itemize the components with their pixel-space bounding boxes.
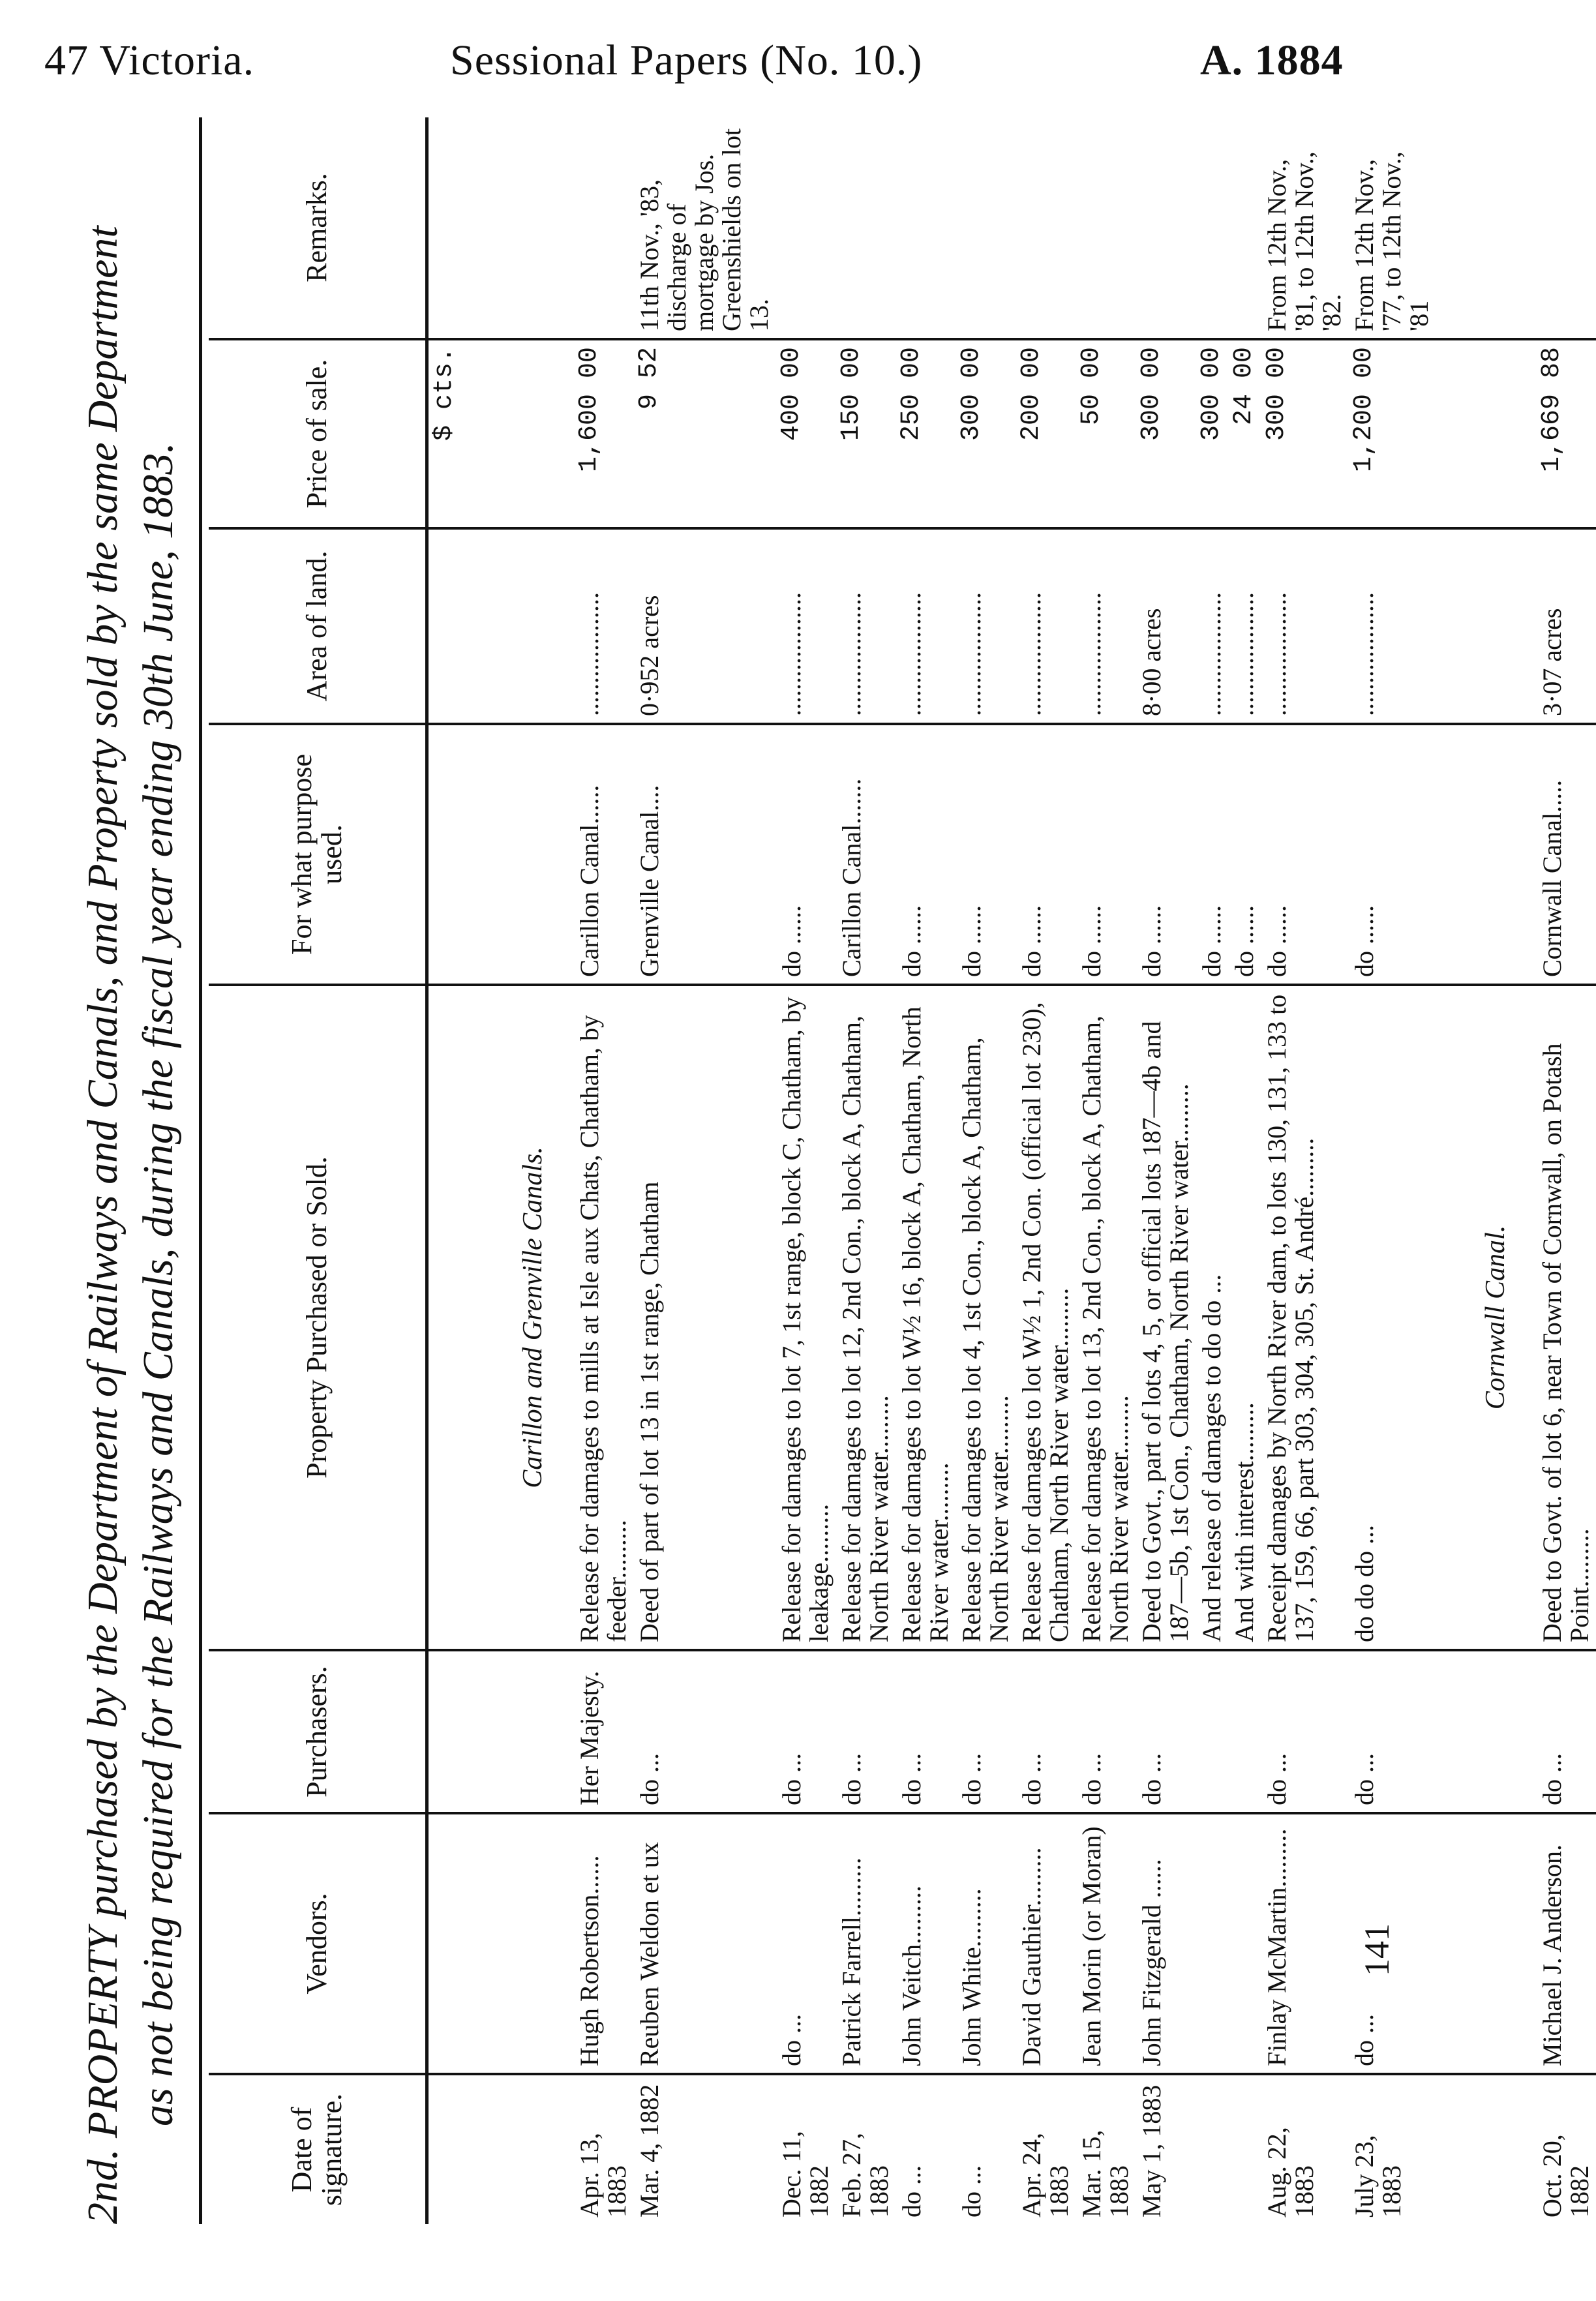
section-title: Cornwall Canal. (1436, 985, 1536, 1650)
property-cell: Deed of part of lot 13 in 1st range, Chatham (633, 985, 775, 1650)
purpose-cell: Carillon Canal....... (836, 724, 896, 985)
col-header-date: Date of signature. (209, 2074, 427, 2224)
vendor-cell: Reuben Weldon et ux (633, 1813, 775, 2074)
remarks-cell: From 12th Nov., '81, to 12th Nov., '82. (1261, 117, 1348, 339)
area-cell: ................... (775, 528, 836, 724)
section-heading-row (473, 117, 573, 2224)
purchaser-cell (1228, 1650, 1261, 1813)
remarks-cell (573, 117, 633, 339)
vendor-cell (1228, 1813, 1261, 2074)
date-cell: do ... (957, 2165, 987, 2218)
area-cell: ................... (896, 528, 956, 724)
vendor-cell: Hugh Robertson...... (573, 1813, 633, 2074)
area-cell: 3·07 acres (1536, 528, 1596, 724)
table-header-row (209, 117, 427, 2224)
price-cell: 1,600 00 (573, 339, 633, 528)
area-cell: ................... (1016, 528, 1076, 724)
date-cell: Aug. 22, 1883 (1262, 2127, 1319, 2218)
purpose-cell: do ...... (1136, 724, 1196, 985)
price-cell: 300 00 (1261, 339, 1348, 528)
property-cell: Release for damages to lot 12, 2nd Con., block A, Chatham, North River water......... (836, 985, 896, 1650)
date-cell: July 23, 1883 (1349, 2135, 1407, 2218)
vendor-cell: Jean Morin (or Moran) (1076, 1813, 1136, 2074)
section-heading-row (1436, 117, 1536, 2224)
col-header-area: Area of land. (209, 528, 427, 724)
date-cell: Mar. 15, 1883 (1077, 2129, 1134, 2218)
property-cell: Release for damages to lot 4, 1st Con., block A, Chatham, North River water......... (956, 985, 1016, 1650)
property-cell: Receipt damages by North River dam, to lots 130, 131, 133 to 137, 159, 66, part 303, 304, 305, St. André......... (1261, 985, 1348, 1650)
purchaser-cell: do ... (1261, 1650, 1348, 1813)
date-cell: Mar. 4, 1882 (635, 2084, 665, 2218)
property-table (209, 117, 1596, 2224)
price-cell: 300 00 (1196, 339, 1228, 528)
property-cell: Release for damages to lot 13, 2nd Con., block A, Chatham, North River water......... (1076, 985, 1136, 1650)
col-header-property: Property Purchased or Sold. (209, 985, 427, 1650)
remarks-cell: From 12th Nov., '77, to 12th Nov., '81 (1348, 117, 1436, 339)
units-row (427, 117, 474, 2224)
table-body (427, 117, 1596, 2224)
table-row (1016, 117, 1076, 2224)
page-number: 141 (1357, 1923, 1396, 1976)
price-cell: 300 00 (956, 339, 1016, 528)
table-row (1076, 117, 1136, 2224)
vendor-cell: Patrick Farrell......... (836, 1813, 896, 2074)
property-cell: And release of damages to do do ... (1196, 985, 1228, 1650)
area-cell: ................... (1196, 528, 1228, 724)
price-cell: 24 00 (1228, 339, 1261, 528)
property-cell: Release for damages to lot 7, 1st range, block C, Chatham, by leakage......... (775, 985, 836, 1650)
table-row (1261, 117, 1348, 2224)
remarks-cell (896, 117, 956, 339)
price-units: $ cts. (427, 339, 474, 528)
date-cell: Feb. 27, 1883 (837, 2133, 894, 2218)
date-cell: May 1, 1883 (1137, 2084, 1167, 2218)
property-cell: Deed to Govt., part of lots 4, 5, or official lots 187—4b and 187—5b, 1st Con., Chatham, North River water......... (1136, 985, 1196, 1650)
property-cell: Release for damages to mills at Isle aux Chats, Chatham, by feeder......... (573, 985, 633, 1650)
remarks-cell (775, 117, 836, 339)
purchaser-cell: do ... (1536, 1650, 1596, 1813)
purchaser-cell: do ... (836, 1650, 896, 1813)
purpose-cell: Carillon Canal...... (573, 724, 633, 985)
table-row (633, 117, 775, 2224)
running-header-right: A. 1884 (1200, 37, 1344, 84)
area-cell: 0·952 acres (633, 528, 775, 724)
property-cell: Deed to Govt. of lot 6, near Town of Cornwall, on Potash Point......... (1536, 985, 1596, 1650)
purchaser-cell: do ... (956, 1650, 1016, 1813)
table-row (896, 117, 956, 2224)
vendor-cell: John Veitch......... (896, 1813, 956, 2074)
price-cell: 400 00 (775, 339, 836, 528)
property-cell: Release for damages to lot W½ 1, 2nd Con. (official lot 230), Chatham, North River water......... (1016, 985, 1076, 1650)
col-header-purpose: For what purpose used. (209, 724, 427, 985)
purchaser-cell: do ... (1348, 1650, 1436, 1813)
table-row (1348, 117, 1436, 2224)
table-row (573, 117, 633, 2224)
table-row (1536, 117, 1596, 2224)
area-cell: ................... (1348, 528, 1436, 724)
date-cell: Oct. 20, 1882 (1537, 2134, 1595, 2218)
vendor-cell: David Gauthier......... (1016, 1813, 1076, 2074)
purpose-cell: do ...... (1196, 724, 1228, 985)
area-cell: ................... (1261, 528, 1348, 724)
vendor-cell (1196, 1813, 1228, 2074)
purpose-cell: Cornwall Canal..... (1536, 724, 1596, 985)
section-title: Carillon and Grenville Canals. (473, 985, 573, 1650)
property-cell: Release for damages to lot W½ 16, block A, Chatham, North River water......... (896, 985, 956, 1650)
remarks-cell (1076, 117, 1136, 339)
purchaser-cell: do ... (1136, 1650, 1196, 1813)
price-cell: 300 00 (1136, 339, 1196, 528)
purpose-cell: do ...... (956, 724, 1016, 985)
price-cell: 150 00 (836, 339, 896, 528)
remarks-cell (956, 117, 1016, 339)
purchaser-cell: Her Majesty. (573, 1650, 633, 1813)
purpose-cell: do ...... (896, 724, 956, 985)
running-header-left: 47 Victoria. (44, 37, 255, 84)
vendor-cell: do ... (775, 1813, 836, 2074)
date-cell (1228, 2074, 1261, 2224)
date-cell: Apr. 24, 1883 (1017, 2133, 1074, 2218)
date-cell (1196, 2074, 1228, 2224)
title-rule (199, 117, 202, 2224)
price-cell: 50 00 (1076, 339, 1136, 528)
table-row (836, 117, 896, 2224)
table-title-line-1: 2nd. PROPERTY purchased by the Department of Railways and Canals, and Property sold by the same Department (79, 226, 127, 2224)
rotated-page-body (65, 117, 1595, 2224)
purchaser-cell (1196, 1650, 1228, 1813)
area-cell: ................... (836, 528, 896, 724)
table-row (1196, 117, 1228, 2224)
remarks-cell (1016, 117, 1076, 339)
date-cell: Dec. 11, 1882 (777, 2131, 834, 2218)
remarks-cell (1536, 117, 1596, 339)
purpose-cell: do ...... (1228, 724, 1261, 985)
vendor-cell: John White......... (956, 1813, 1016, 2074)
price-cell: 1,669 88 (1536, 339, 1596, 528)
property-cell: do do do ... (1348, 985, 1436, 1650)
purpose-cell: do ...... (1261, 724, 1348, 985)
table-row (1228, 117, 1261, 2224)
purchaser-cell: do ... (775, 1650, 836, 1813)
purpose-cell: Grenville Canal.... (633, 724, 775, 985)
remarks-cell (836, 117, 896, 339)
vendor-cell: do ... (1348, 1813, 1436, 2074)
purpose-cell: do ...... (1348, 724, 1436, 985)
price-cell: 1,200 00 (1348, 339, 1436, 528)
remarks-cell: 11th Nov., '83, discharge of mortgage by Jos. Greenshields on lot 13. (633, 117, 775, 339)
remarks-cell (1136, 117, 1196, 339)
area-cell: ................... (956, 528, 1016, 724)
table-title-line-2: as not being required for the Railways and Canals, during the fiscal year ending 30th June, 1883. (134, 442, 182, 2126)
area-cell: ................... (1076, 528, 1136, 724)
vendor-cell: Finlay McMartin......... (1261, 1813, 1348, 2074)
col-header-price: Price of sale. (209, 339, 427, 528)
purpose-cell: do ...... (775, 724, 836, 985)
price-cell: 9 52 (633, 339, 775, 528)
remarks-cell (1228, 117, 1261, 339)
area-cell: ................... (573, 528, 633, 724)
purchaser-cell: do ... (1076, 1650, 1136, 1813)
col-header-vendors: Vendors. (209, 1813, 427, 2074)
col-header-purchasers: Purchasers. (209, 1650, 427, 1813)
purchaser-cell: do ... (1016, 1650, 1076, 1813)
vendor-cell: John Fitzgerald ...... (1136, 1813, 1196, 2074)
remarks-cell (1196, 117, 1228, 339)
price-cell: 250 00 (896, 339, 956, 528)
table-row (1136, 117, 1196, 2224)
col-header-remarks: Remarks. (209, 117, 427, 339)
vendor-cell: Michael J. Anderson. (1536, 1813, 1596, 2074)
area-cell: 8·00 acres (1136, 528, 1196, 724)
date-cell: Apr. 13, 1883 (575, 2133, 632, 2218)
table-row (956, 117, 1016, 2224)
purchaser-cell: do ... (633, 1650, 775, 1813)
table-row (775, 117, 836, 2224)
price-cell: 200 00 (1016, 339, 1076, 528)
date-cell: do ... (897, 2165, 927, 2218)
area-cell: ................... (1228, 528, 1261, 724)
purchaser-cell: do ... (896, 1650, 956, 1813)
property-cell: And with interest......... (1228, 985, 1261, 1650)
purpose-cell: do ...... (1016, 724, 1076, 985)
purpose-cell: do ...... (1076, 724, 1136, 985)
running-header-center: Sessional Papers (No. 10.) (450, 37, 923, 84)
